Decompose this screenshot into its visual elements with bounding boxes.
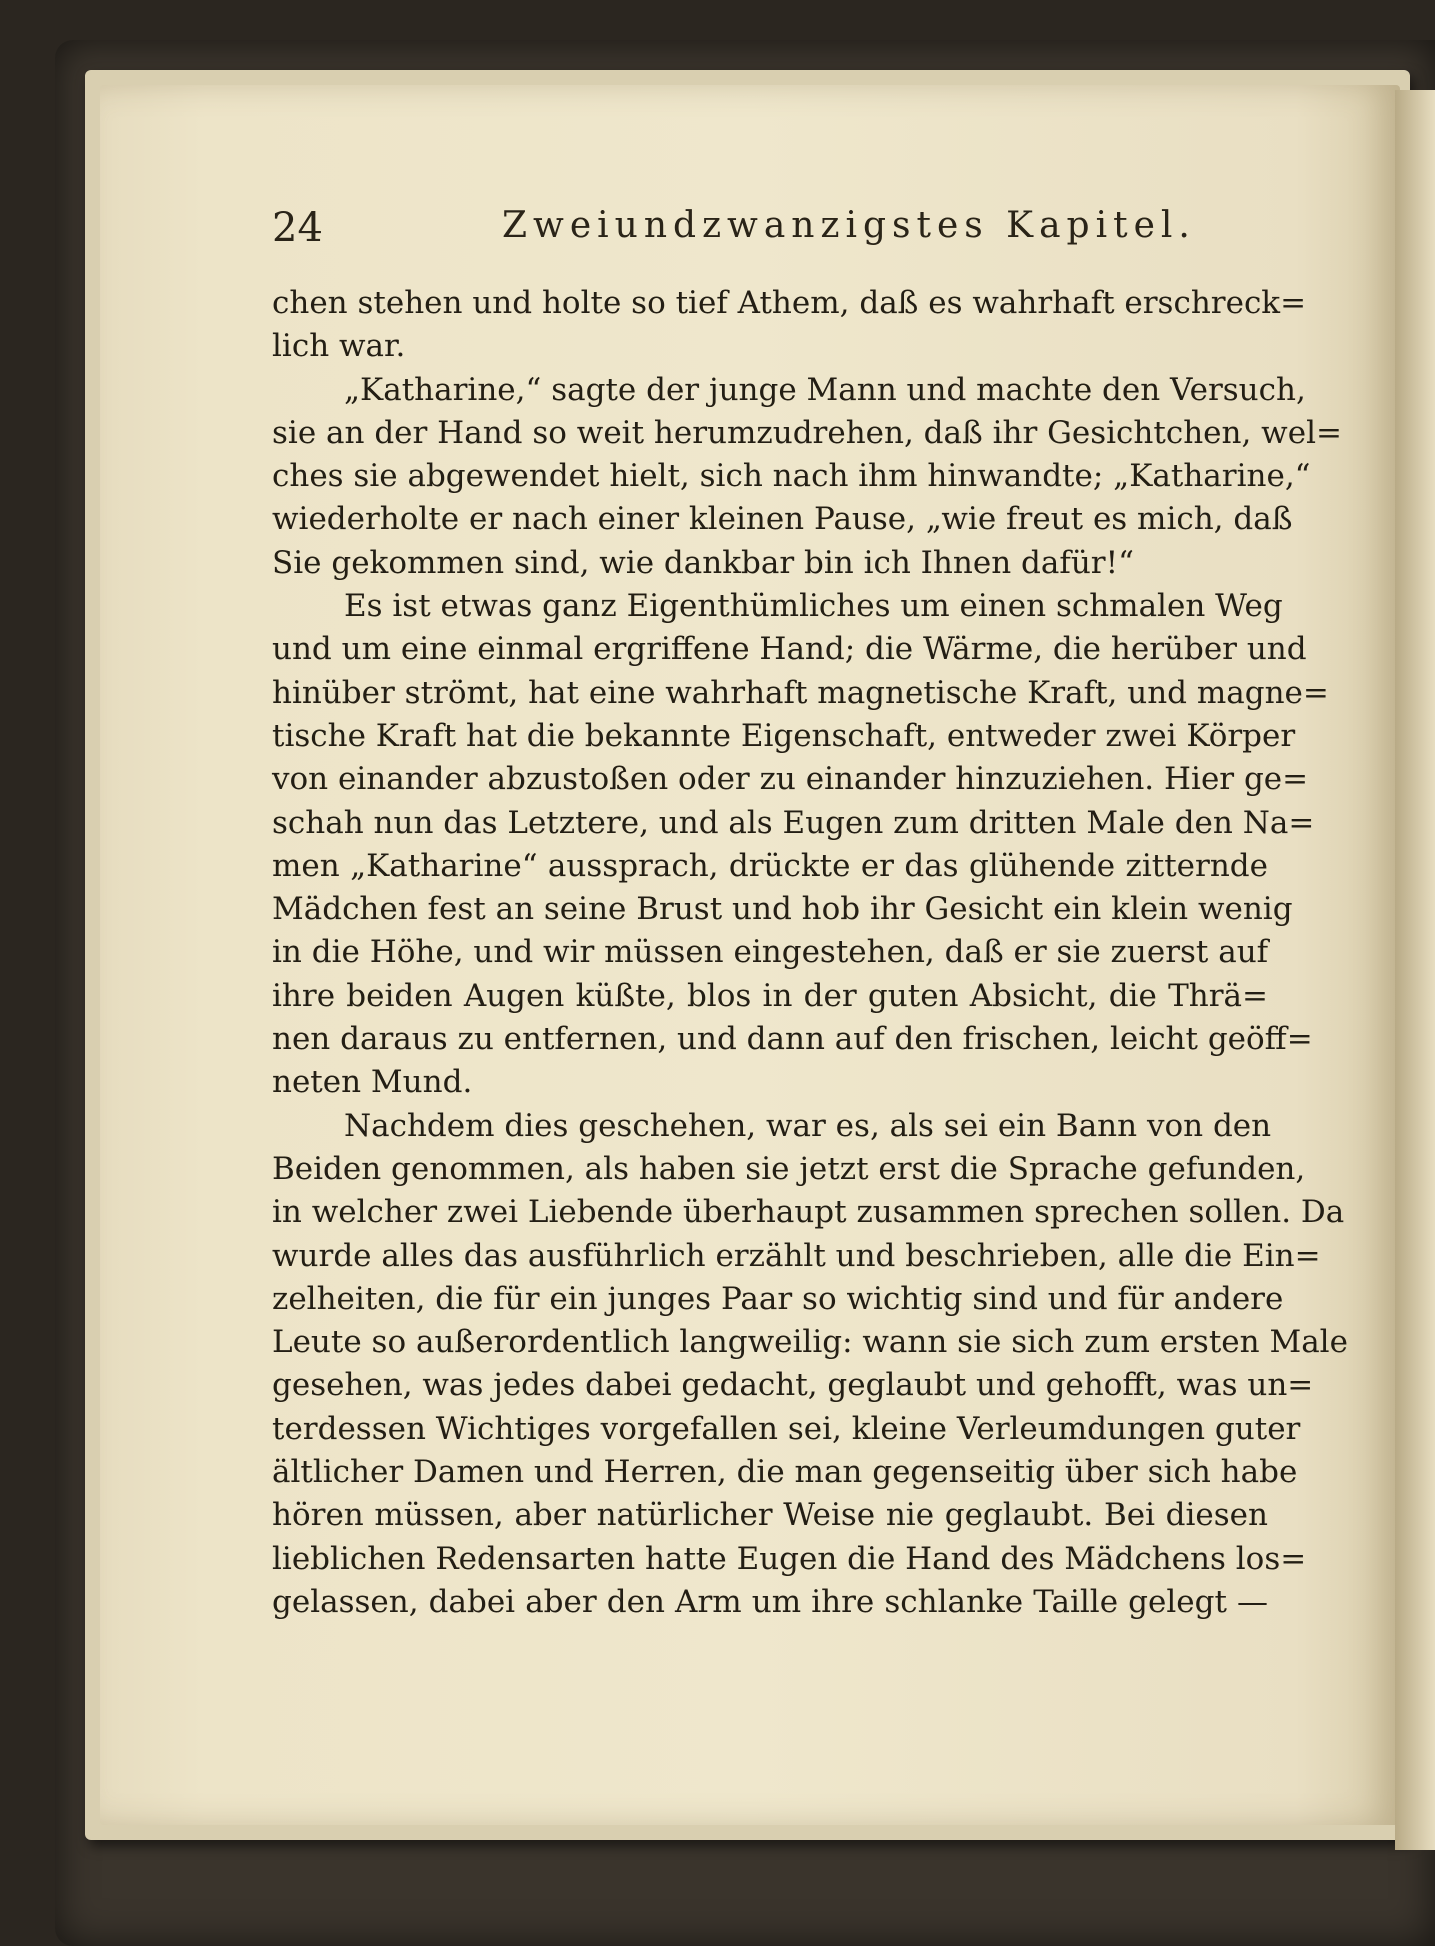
- running-title: Zweiundzwanzigstes Kapitel.: [502, 205, 1196, 246]
- text-line: von einander abzustoßen oder zu einander hinzuziehen. Hier ge=: [272, 761, 1309, 798]
- text-line: sie an der Hand so weit herumzudrehen, daß ihr Gesichtchen, wel=: [272, 414, 1342, 451]
- text-line: lich war.: [272, 328, 406, 365]
- text-line: chen stehen und holte so tief Athem, daß es wahrhaft erschreck=: [272, 285, 1307, 321]
- text-line: ihre beiden Augen küßte, blos in der guten Absicht, die Thrä=: [272, 977, 1268, 1014]
- text-line: nen daraus zu entfernen, und dann auf den frischen, leicht geöff=: [272, 1021, 1313, 1058]
- text-line: in die Höhe, und wir müssen eingestehen, daß er sie zuerst auf: [272, 934, 1269, 971]
- page-header: [272, 205, 1292, 265]
- page-number: 24: [272, 205, 323, 251]
- text-line: wurde alles das ausführlich erzählt und beschrieben, alle die Ein=: [272, 1237, 1321, 1274]
- text-line: hinüber strömt, hat eine wahrhaft magnetische Kraft, und magne=: [272, 674, 1329, 711]
- text-line: schah nun das Letztere, und als Eugen zum dritten Male den Na=: [272, 804, 1315, 841]
- text-line: Leute so außerordentlich langweilig: wann sie sich zum ersten Male: [272, 1324, 1348, 1361]
- text-line: gesehen, was jedes dabei gedacht, geglaubt und gehofft, was un=: [272, 1367, 1314, 1404]
- text-line: gelassen, dabei aber den Arm um ihre schlanke Taille gelegt —: [272, 1583, 1268, 1620]
- text-line: Beiden genommen, als haben sie jetzt erst die Sprache gefunden,: [272, 1150, 1306, 1187]
- page-gutter: [1395, 90, 1435, 1850]
- text-line: tische Kraft hat die bekannte Eigenschaft, entweder zwei Körper: [272, 717, 1296, 754]
- text-line: Sie gekommen sind, wie dankbar bin ich Ihnen dafür!“: [272, 544, 1134, 581]
- text-line: terdessen Wichtiges vorgefallen sei, kleine Verleumdungen guter: [272, 1410, 1301, 1447]
- text-line: men „Katharine“ aussprach, drückte er das glühende zitternde: [272, 847, 1268, 884]
- text-line: ches sie abgewendet hielt, sich nach ihm hinwandte; „Katharine,“: [272, 458, 1311, 495]
- text-line: zelheiten, die für ein junges Paar so wichtig sind und für andere: [272, 1280, 1284, 1317]
- body-text: [272, 282, 1348, 1624]
- text-line: wiederholte er nach einer kleinen Pause, „wie freut es mich, daß: [272, 501, 1293, 538]
- text-line: neten Mund.: [272, 1064, 473, 1101]
- text-line: „Katharine,“ sagte der junge Mann und machte den Versuch,: [344, 371, 1306, 408]
- text-line: Mädchen fest an seine Brust und hob ihr Gesicht ein klein wenig: [272, 891, 1293, 928]
- text-line: in welcher zwei Liebende überhaupt zusammen sprechen sollen. Da: [272, 1194, 1345, 1231]
- text-line: lieblichen Redensarten hatte Eugen die Hand des Mädchens los=: [272, 1540, 1307, 1577]
- text-line: Es ist etwas ganz Eigenthümliches um einen schmalen Weg: [344, 588, 1283, 625]
- text-line: ältlicher Damen und Herren, die man gegenseitig über sich habe: [272, 1454, 1298, 1491]
- text-line: hören müssen, aber natürlicher Weise nie geglaubt. Bei diesen: [272, 1497, 1268, 1534]
- text-line: Nachdem dies geschehen, war es, als sei ein Bann von den: [344, 1107, 1272, 1144]
- text-line: und um eine einmal ergriffene Hand; die Wärme, die herüber und: [272, 631, 1307, 668]
